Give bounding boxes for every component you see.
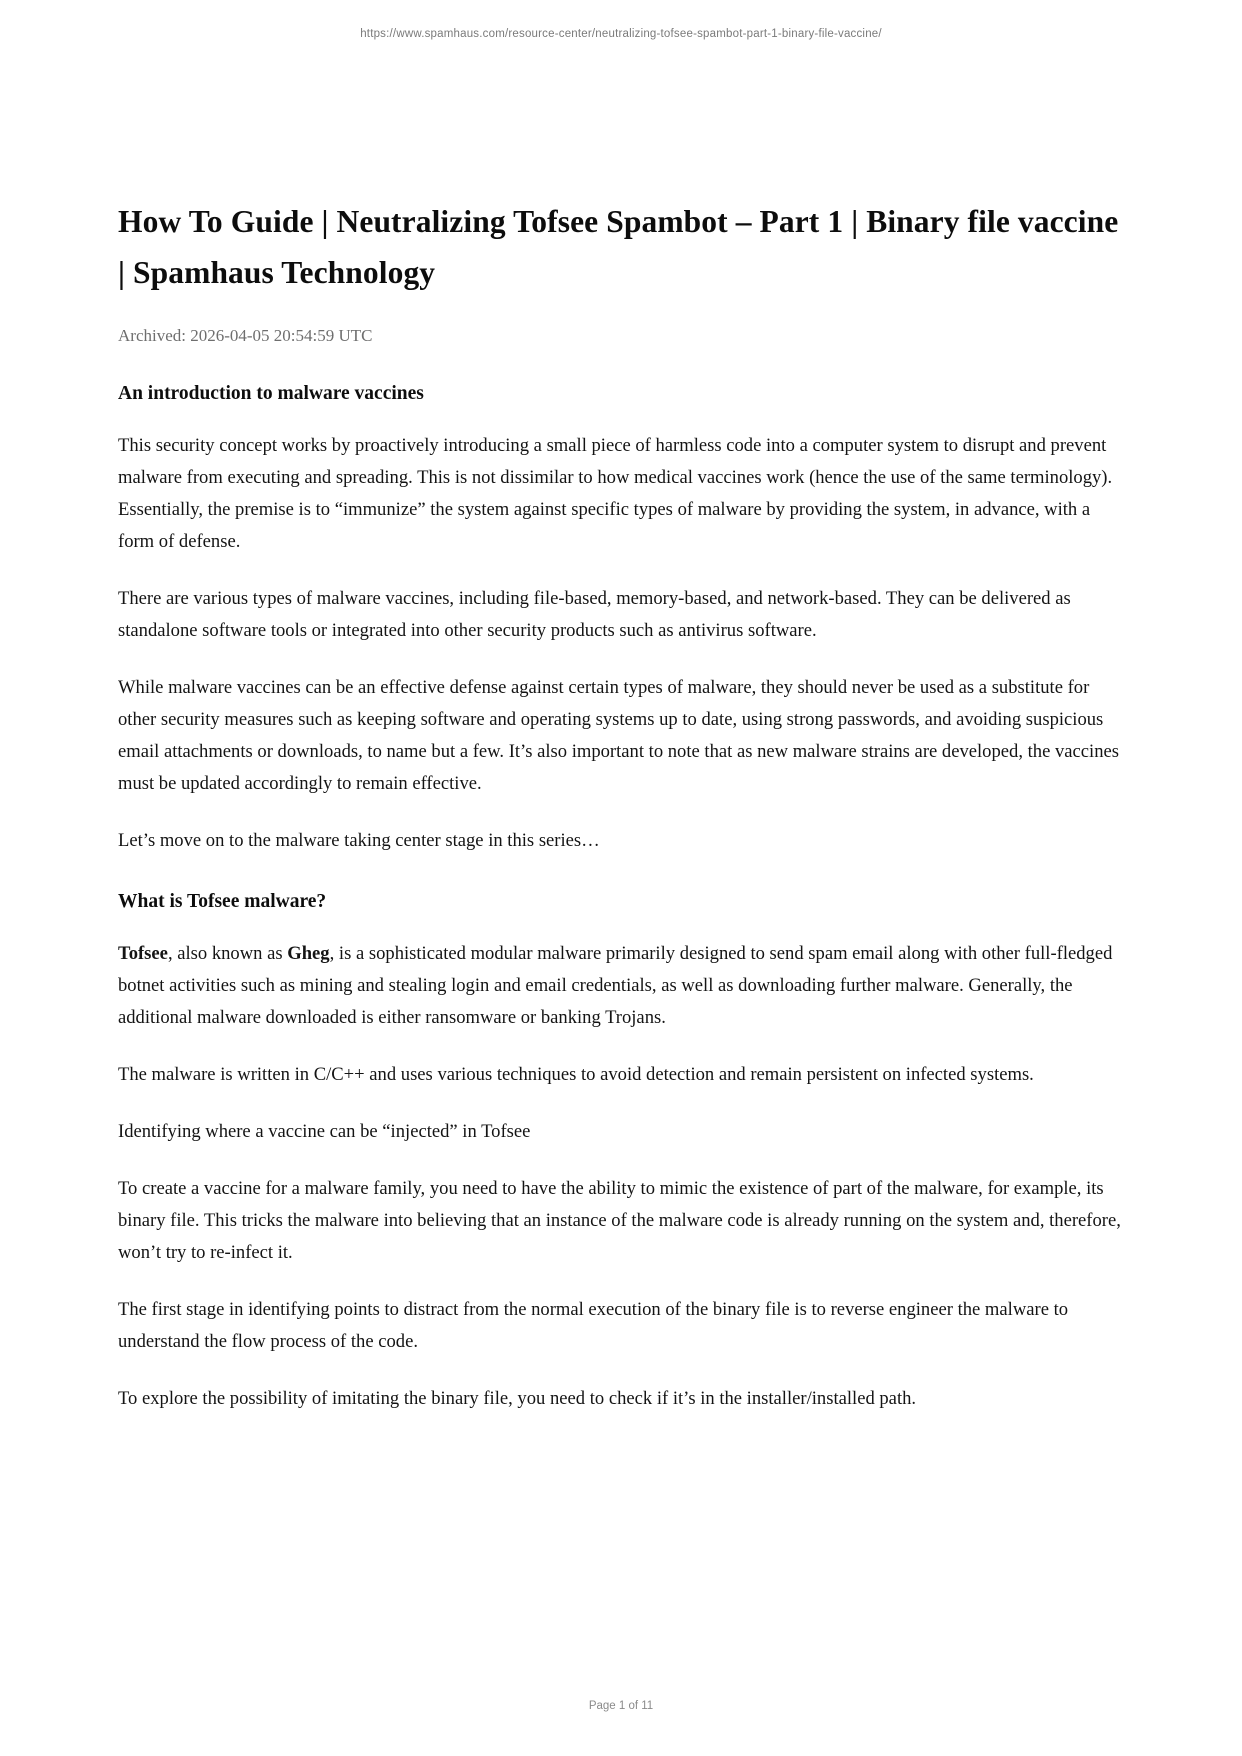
page-header-url: https://www.spamhaus.com/resource-center/neutralizing-tofsee-spambot-part-1-binary-file-vaccine/ [360, 28, 882, 40]
paragraph: This security concept works by proactively introducing a small piece of harmless code into a computer system to disrupt and prevent malware from executing and spreading. This is not dissimilar to how medical vaccines work (hence the use of the same terminology). Essentially, the premise is to “immunize” the system against specific types of malware by providing the system, in advance, with a form of defense. [118, 434, 1113, 552]
section-heading-tofsee: What is Tofsee malware? [118, 891, 327, 913]
paragraph: To create a vaccine for a malware family, you need to have the ability to mimic the existence of part of the malware, for example, its binary file. This tricks the malware into believing that an instance of the malware code is already running on the system and, therefore, won’t try to re-infect it. [118, 1178, 1121, 1264]
page-title: How To Guide | Neutralizing Tofsee Spambot – Part 1 | Binary file vaccine | Spamhaus Technology [118, 204, 1119, 291]
paragraph: Identifying where a vaccine can be “injected” in Tofsee [118, 1121, 531, 1143]
paragraph: The malware is written in C/C++ and uses various techniques to avoid detection and remain persistent on infected systems. [118, 1064, 1034, 1086]
document-content [118, 196, 1124, 1415]
paragraph: Let’s move on to the malware taking center stage in this series… [118, 829, 600, 851]
paragraph: There are various types of malware vaccines, including file-based, memory-based, and network-based. They can be delivered as standalone software tools or integrated into other security products such as antivirus software. [118, 587, 1071, 641]
page-footer: Page 1 of 11 [588, 1700, 654, 1712]
paragraph-tofsee-definition: Tofsee, also known as Gheg, is a sophisticated modular malware primarily designed to send spam email along with other full-fledged botnet activities such as mining and stealing login and email credentials, as well as downloading further malware. Generally, the additional malware downloaded is either ransomware or banking Trojans. [118, 943, 1113, 1029]
section-heading-intro: An introduction to malware vaccines [118, 382, 424, 404]
archived-timestamp: Archived: 2026-04-05 20:54:59 UTC [118, 326, 373, 346]
paragraph: While malware vaccines can be an effective defense against certain types of malware, they should never be used as a substitute for other security measures such as keeping software and operating systems up to date, using strong passwords, and avoiding suspicious email attachments or downloads, to name but a few. It’s also important to note that as new malware strains are developed, the vaccines must be updated accordingly to remain effective. [118, 676, 1119, 794]
paragraph: The first stage in identifying points to distract from the normal execution of the binary file is to reverse engineer the malware to understand the flow process of the code. [118, 1299, 1069, 1353]
paragraph: To explore the possibility of imitating the binary file, you need to check if it’s in the installer/installed path. [118, 1388, 917, 1410]
